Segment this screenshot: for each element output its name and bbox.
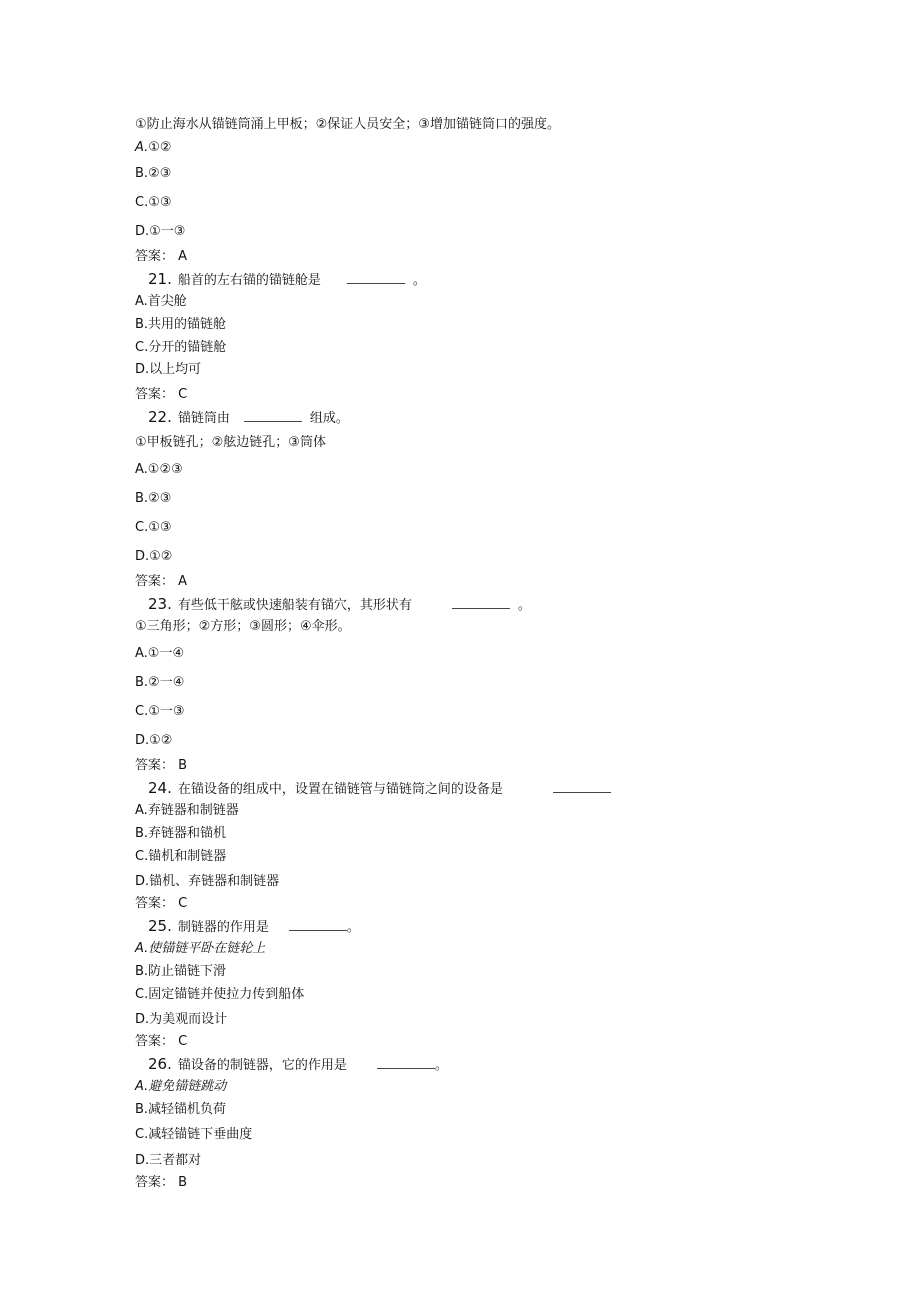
question-21-option-b: B.共用的锚链舱 <box>135 317 227 332</box>
question-22-sub: ①甲板链孔；②舷边链孔；③筒体 <box>135 435 326 450</box>
question-25-option-a: A.使锚链平卧在链轮上 <box>135 941 266 956</box>
question-26-option-b: B.减轻锚机负荷 <box>135 1102 227 1117</box>
intro-statement: ①防止海水从锚链筒涌上甲板；②保证人员安全；③增加锚链筒口的强度。 <box>135 117 560 132</box>
answer-blank <box>452 598 510 609</box>
intro-answer: 答案： A <box>135 249 188 264</box>
question-24-option-d: D.锚机、弃链器和制链器 <box>135 874 280 889</box>
question-22-answer: 答案： A <box>135 574 188 589</box>
question-21-stem: 21. 船首的左右锚的锚链舱是 。 <box>148 270 426 288</box>
question-number: 22. <box>148 408 172 426</box>
intro-option-a: A.①② <box>135 140 172 155</box>
question-22-option-d: D.①② <box>135 549 173 564</box>
question-26-answer: 答案： B <box>135 1175 188 1190</box>
intro-option-d: D.①一③ <box>135 224 186 239</box>
question-number: 23. <box>148 595 172 613</box>
question-24-option-b: B.弃链器和锚机 <box>135 826 227 841</box>
question-24-stem: 24. 在锚设备的组成中，设置在锚链管与锚链筒之间的设备是 <box>148 779 611 799</box>
question-number: 26. <box>148 1055 172 1073</box>
question-26-option-d: D.三者都对 <box>135 1153 202 1168</box>
question-22-option-a: A.①②③ <box>135 462 183 477</box>
answer-blank <box>553 782 611 793</box>
question-25-option-d: D.为美观而设计 <box>135 1012 228 1027</box>
question-26-stem: 26. 锚设备的制链器，它的作用是 。 <box>148 1055 448 1073</box>
question-25-option-c: C.固定锚链并使拉力传到船体 <box>135 987 305 1002</box>
question-number: 25. <box>148 917 172 935</box>
question-26-option-a: A.避免锚链跳动 <box>135 1079 227 1094</box>
question-24-option-c: C.锚机和制链器 <box>135 849 227 864</box>
question-25-answer: 答案： C <box>135 1034 188 1049</box>
question-23-option-d: D.①② <box>135 733 173 748</box>
question-23-option-a: A.①一④ <box>135 646 185 661</box>
question-26-option-c: C.减轻锚链下垂曲度 <box>135 1127 253 1142</box>
question-25-stem: 25. 制链器的作用是 。 <box>148 917 360 935</box>
question-22-option-c: C.①③ <box>135 520 172 535</box>
question-23-answer: 答案： B <box>135 758 188 773</box>
question-24-answer: 答案： C <box>135 896 188 911</box>
intro-option-c: C.①③ <box>135 195 172 210</box>
answer-blank <box>289 920 347 931</box>
question-23-option-b: B.②一④ <box>135 675 185 690</box>
question-23-option-c: C.①一③ <box>135 704 185 719</box>
intro-option-b: B.②③ <box>135 166 172 181</box>
question-number: 24. <box>148 779 172 797</box>
question-21-answer: 答案： C <box>135 387 188 402</box>
answer-blank <box>244 411 302 422</box>
question-number: 21. <box>148 270 172 288</box>
question-24-option-a: A.弃链器和制链器 <box>135 803 239 818</box>
question-21-option-d: D.以上均可 <box>135 362 202 377</box>
question-25-option-b: B.防止锚链下滑 <box>135 964 227 979</box>
question-22-stem: 22. 锚链筒由 组成。 <box>148 408 349 426</box>
question-21-option-a: A.首尖舱 <box>135 294 187 309</box>
answer-blank <box>377 1058 435 1069</box>
answer-blank <box>347 273 405 284</box>
question-23-sub: ①三角形；②方形；③圆形；④伞形。 <box>135 619 351 634</box>
question-23-stem: 23. 有些低干舷或快速船装有锚穴，其形状有 。 <box>148 595 531 613</box>
question-22-option-b: B.②③ <box>135 491 172 506</box>
question-21-option-c: C.分开的锚链舱 <box>135 340 227 355</box>
